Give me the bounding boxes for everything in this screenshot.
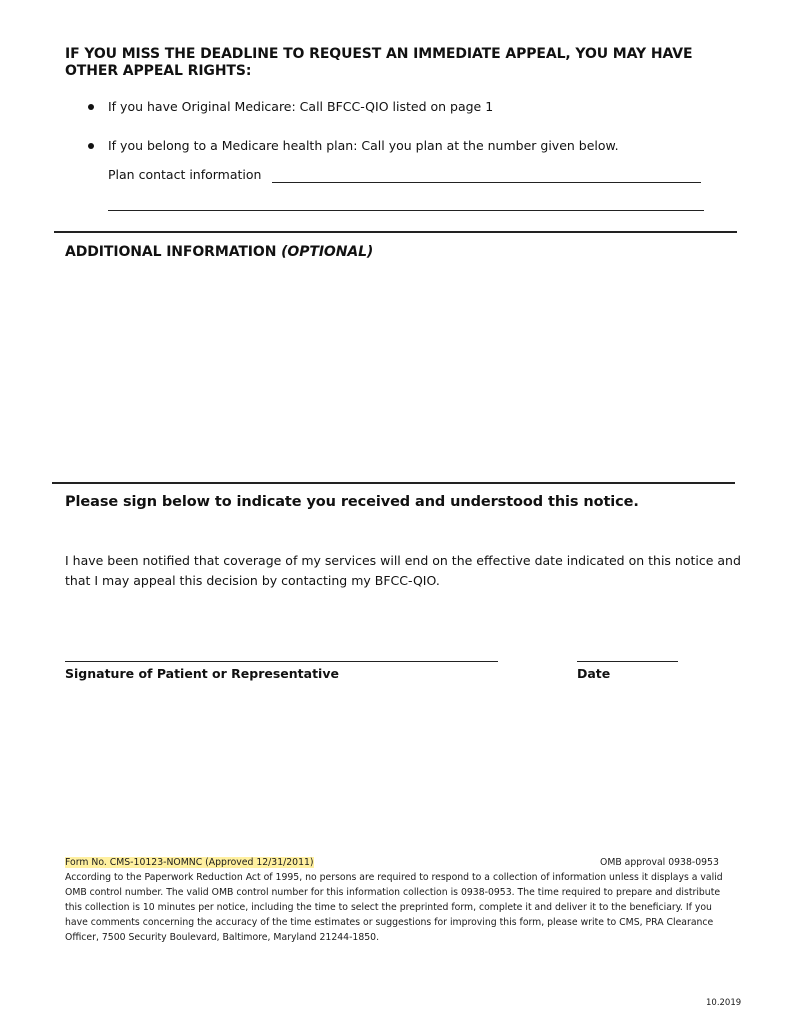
acknowledgement-statement bbox=[65, 551, 741, 591]
signature-line[interactable] bbox=[65, 661, 498, 662]
date-line[interactable] bbox=[577, 661, 678, 662]
pra-line: OMB control number. The valid OMB control number for this information collection is 0938-0953. The time required to prepare and distribute bbox=[65, 887, 721, 898]
pra-line: Officer, 7500 Security Boulevard, Baltimore, Maryland 21244-1850. bbox=[65, 932, 380, 943]
bullet-medicare-health-plan: If you belong to a Medicare health plan: Call you plan at the number given below. bbox=[108, 138, 619, 153]
pra-line: According to the Paperwork Reduction Act of 1995, no persons are required to respond to a collection of information unless it displays a valid bbox=[65, 872, 723, 883]
plan-contact-underline bbox=[272, 182, 701, 183]
plan-contact-field[interactable] bbox=[272, 164, 700, 182]
form-number-text: Form No. CMS-10123-NOMNC (Approved 12/31/2011) bbox=[65, 857, 314, 868]
appeal-rights-heading-line1: IF YOU MISS THE DEADLINE TO REQUEST AN IMMEDIATE APPEAL, YOU MAY HAVE bbox=[65, 46, 693, 62]
omb-approval: OMB approval 0938-0953 bbox=[600, 857, 719, 868]
paperwork-reduction-notice bbox=[65, 870, 755, 945]
plan-contact-label: Plan contact information bbox=[108, 167, 262, 182]
pra-line: this collection is 10 minutes per notice, including the time to select the preprinted form, complete it and deliver it to the beneficiary. If you bbox=[65, 902, 712, 913]
bullet-icon bbox=[88, 143, 94, 149]
acknowledgement-line2: that I may appeal this decision by contacting my BFCC-QIO. bbox=[65, 573, 440, 588]
acknowledgement-line1: I have been notified that coverage of my services will end on the effective date indicated on this notice and bbox=[65, 553, 741, 568]
sign-below-heading: Please sign below to indicate you received and understood this notice. bbox=[65, 494, 639, 510]
plan-contact-second-line[interactable] bbox=[108, 210, 704, 211]
appeal-rights-heading-line2: OTHER APPEAL RIGHTS: bbox=[65, 63, 252, 79]
appeal-rights-heading bbox=[65, 46, 692, 80]
version-number: 10.2019 bbox=[706, 998, 742, 1008]
signature-label: Signature of Patient or Representative bbox=[65, 666, 339, 681]
form-number bbox=[65, 855, 314, 870]
bullet-original-medicare: If you have Original Medicare: Call BFCC-QIO listed on page 1 bbox=[108, 99, 494, 114]
section-divider bbox=[54, 231, 737, 233]
additional-info-heading bbox=[65, 244, 373, 261]
date-label: Date bbox=[577, 666, 611, 681]
pra-line: have comments concerning the accuracy of the time estimates or suggestions for improving this form, please write to CMS, PRA Clearance bbox=[65, 917, 714, 928]
section-divider bbox=[52, 482, 735, 484]
additional-info-area[interactable] bbox=[65, 270, 735, 475]
additional-info-title: ADDITIONAL INFORMATION bbox=[65, 244, 277, 260]
additional-info-optional: (OPTIONAL) bbox=[281, 244, 374, 260]
bullet-icon bbox=[88, 104, 94, 110]
